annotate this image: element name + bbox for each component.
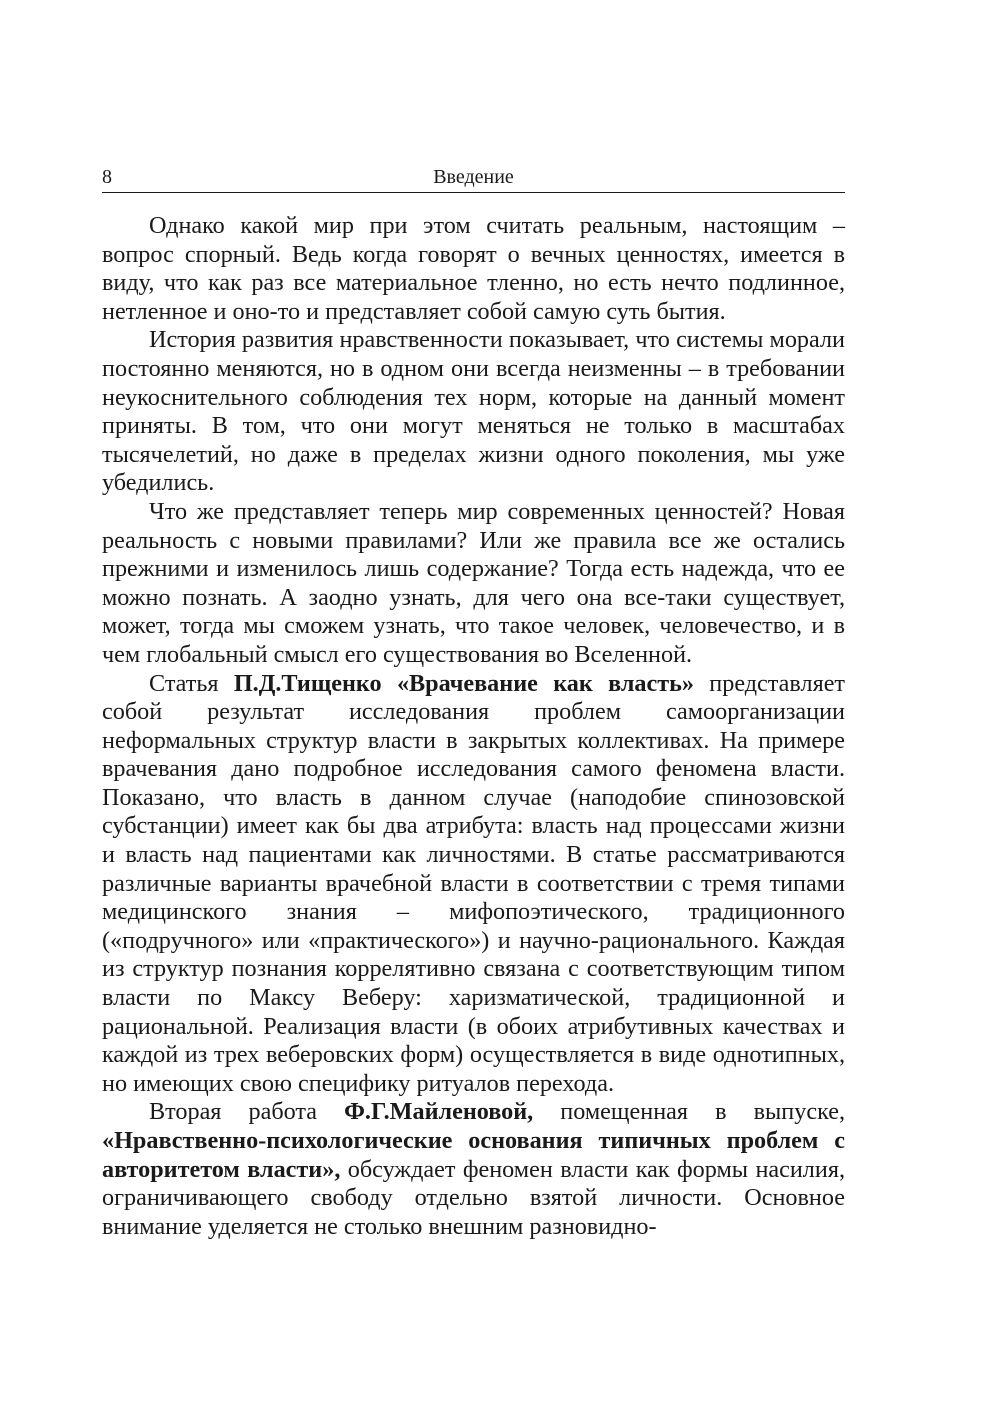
paragraph-4 <box>102 670 845 1099</box>
paragraph-5-title: «Нравственно-психологические основания типичных проблем с авторитетом власти», <box>102 1127 845 1183</box>
paragraph-5 <box>102 1098 845 1241</box>
paragraph-5-mid: помещенная в выпуске, <box>533 1098 845 1126</box>
paragraph-4-rest: представляет собой результат исследования проблем самоорганизации неформальных структур власти в закрытых коллективах. На примере врачевания дано подробное исследования самого феномена власти. Показано, что власть в данном случае (наподобие спинозовской субстанции) имеет как бы два атрибута: власть над процессами жизни и власть над пациентами как личностями. В статье рассматриваются различные варианты врачебной власти в соответствии с тремя типами медицинского знания – мифопоэтического, традиционного («подручного» или «практического») и научно-рационального. Каждая из структур познания коррелятивно связана с соответствующим типом власти по Максу Веберу: харизматической, традиционной и рациональной. Реализация власти (в обоих атрибутивных качествах и каждой из трех веберовских форм) осуществляется в виде однотипных, но имеющих свою специфику ритуалов перехода. <box>102 669 846 1097</box>
paragraph-3: Что же представляет теперь мир современных ценностей? Новая реальность с новыми правилами? Или же правила все же остались прежними и изменилось лишь содержание? Тогда есть надежда, что ее можно познать. А заодно узнать, для чего она все-таки существует, может, тогда мы сможем узнать, что такое человек, человечество, и в чем глобальный смысл его существования во Вселенной. <box>102 497 845 668</box>
paragraph-4-lead: Статья <box>149 669 234 697</box>
running-header <box>102 164 845 193</box>
paragraph-2: История развития нравственности показывает, что системы морали постоянно меняются, но в одном они всегда неизменны – в требовании неукоснительного соблюдения тех норм, которые на данный момент приняты. В том, что они могут меняться не только в масштабах тысячелетий, но даже в пределах жизни одного поколения, мы уже убедились. <box>102 326 845 497</box>
paragraph-5-author: Ф.Г.Майленовой, <box>344 1098 534 1126</box>
paragraph-5-rest: обсуждает феномен власти как формы насилия, ограничивающего свободу отдельно взятой личности. Основное внимание уделяется не столько внешним разновидно- <box>102 1155 845 1240</box>
paragraph-5-lead: Вторая работа <box>149 1098 345 1126</box>
main-text <box>102 212 845 1241</box>
running-title: Введение <box>433 166 514 188</box>
paragraph-1: Однако какой мир при этом считать реальным, настоящим – вопрос спорный. Ведь когда говорят о вечных ценностях, имеется в виду, что как раз все материальное тленно, но есть нечто подлинное, нетленное и оно-то и представляет собой самую суть бытия. <box>102 212 845 325</box>
paragraph-4-author-title: П.Д.Тищенко «Врачевание как власть» <box>233 669 694 697</box>
page-number: 8 <box>102 166 112 188</box>
